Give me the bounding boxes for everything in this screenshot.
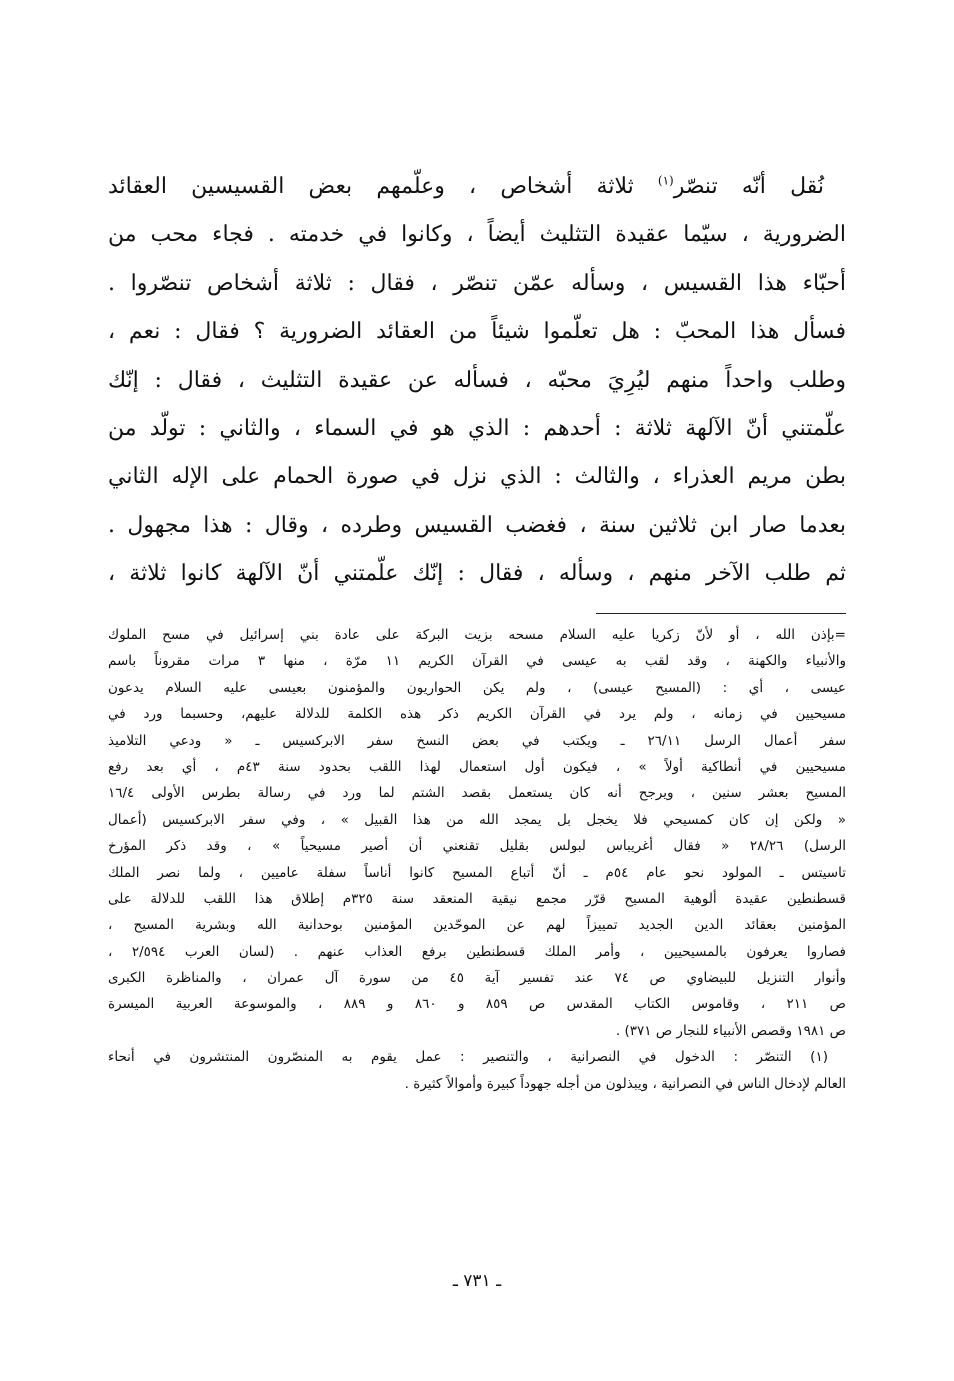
main-text-line: ثم طلب الآخر منهم ، وسأله ، فقال : إنّك علّمتني أنّ الآلهة كانوا ثلاثة ، [108, 561, 846, 587]
main-text-line: الضرورية ، سيّما عقيدة التثليث أيضاً ، وكانوا في خدمته . فجاء محب من [108, 222, 846, 248]
main-text-line: بعدما صار ابن ثلاثين سنة ، فغضب القسيس وطرده ، وقال : هذا مجهول . [108, 512, 846, 538]
footnote-reference-marker: (١) [657, 173, 674, 188]
main-text-line: علّمتني أنّ الآلهة ثلاثة : أحدهم : الذي هو في السماء ، والثاني : تولّد من [108, 415, 846, 441]
main-text-line [108, 163, 846, 211]
footnote-line: والأنبياء والكهنة ، وقد لقب به عيسى في القرآن الكريم ١١ مرّة ، منها ٣ مرات مقروناً باسم [108, 653, 846, 670]
footnote-line: وأنوار التنزيل للبيضاوي ص ٧٤ عند تفسير آية ٤٥ من سورة آل عمران ، والمناظرة الكبرى [108, 970, 846, 987]
main-text-block [108, 163, 846, 599]
main-text-fragment: نُقل أنّه تنصّر [673, 174, 824, 199]
footnote-line: « ولكن إن كان كمسيحي فلا يخجل بل يمجد الله من هذا القبيل » ، وفي سفر الابركسيس (أعمال [108, 811, 846, 828]
footnote-line: فصاروا يعرفون بالمسيحيين ، وأمر الملك قسطنطين برفع العذاب عنهم . (لسان العرب ٢/٥٩٤ ، [108, 943, 846, 960]
footnote-line: ص ١٩٨١ وقصص الأنبياء للنجار ص ٣٧١) . [615, 1022, 846, 1039]
footnote-line: عيسى ، أي : (المسيح عيسى) ، ولم يكن الحواريون والمؤمنون بعيسى عليه السلام يدعون [108, 679, 846, 696]
footnote-line: تاسيتس ـ المولود نحو عام ٥٤م ـ أنّ أتباع المسيح كانوا أناساً سفلة عاميين ، ولما نصر الملك [108, 864, 846, 881]
footnote-line: الرسل) ٢٨/٢٦ « فقال أغريباس لبولس بقليل تقنعني أن أصير مسيحياً » ، وقد ذكر المؤرخ [108, 838, 847, 855]
footnote-line: مسيحيين في زمانه ، ولم يرد في القرآن الكريم ذكر هذه الكلمة للدلالة عليهم، وحسبما ورد في [108, 706, 846, 723]
main-text-line: فسأل هذا المحبّ : هل تعلّموا شيئاً من العقائد الضرورية ؟ فقال : نعم ، [108, 319, 846, 345]
main-text-line: بطن مريم العذراء ، والثالث : الذي نزل في صورة الحمام على الإله الثاني [108, 464, 846, 490]
footnotes-block [108, 622, 846, 1097]
footnote-line: سفر أعمال الرسل ٢٦/١١ ـ ويكتب في بعض النسخ سفر الابركسيس ـ « ودعي التلاميذ [108, 732, 847, 749]
footnote-line: المسيح بعشر سنين ، ويرجح أنه كان يستعمل بقصد الشتم لما ورد في رسالة بطرس الأولى ١٦/٤ [108, 785, 846, 802]
footnote-1-line: (١) التنصّر : الدخول في النصرانية ، والتنصير : عمل يقوم به المنصّرون المنتشرون في أنحاء [108, 1049, 828, 1066]
footnote-line: مسيحيين في أنطاكية أولاً » ، فيكون أول استعمال لهذا اللقب بحدود سنة ٤٣م ، أي بعد رفع [108, 758, 846, 775]
footnote-line: المؤمنين بعقائد الدين الجديد تمييزاً لهم عن الموحّدين المؤمنين بوحدانية الله وبشرية المسيح ، [108, 917, 846, 934]
footnote-line: ص ٢١١ ، وقاموس الكتاب المقدس ص ٨٥٩ و ٨٦٠ و ٨٨٩ ، والموسوعة العربية الميسرة [108, 996, 847, 1013]
page-number: ـ ٧٣١ ـ [452, 1271, 502, 1291]
footnote-divider [596, 613, 846, 614]
main-text-line: أحبّاء هذا القسيس ، وسأله عمّن تنصّر ، فقال : ثلاثة أشخاص تنصّروا . [108, 270, 846, 296]
footnote-line: قسطنطين عقيدة ألوهية المسيح قرّر مجمع نيقية المنعقد سنة ٣٢٥م إطلاق هذا اللقب للدلالة على [108, 890, 846, 907]
main-text-line: وطلب واحداً منهم ليُرِيَ محبّه ، فسأله عن عقيدة التثليث ، فقال : إنّك [108, 367, 846, 393]
footnote-1-line: العالم لإدخال الناس في النصرانية ، ويبذلون من أجله جهوداً كبيرة وأموالاً كثيرة . [404, 1075, 846, 1092]
footnote-line: =بإذن الله ، أو لأنّ زكريا عليه السلام مسحه بزيت البركة على عادة بني إسرائيل في مسح الملوك [108, 627, 846, 643]
main-text-fragment: ثلاثة أشخاص ، وعلّمهم بعض القسيسين العقائد [108, 174, 658, 199]
